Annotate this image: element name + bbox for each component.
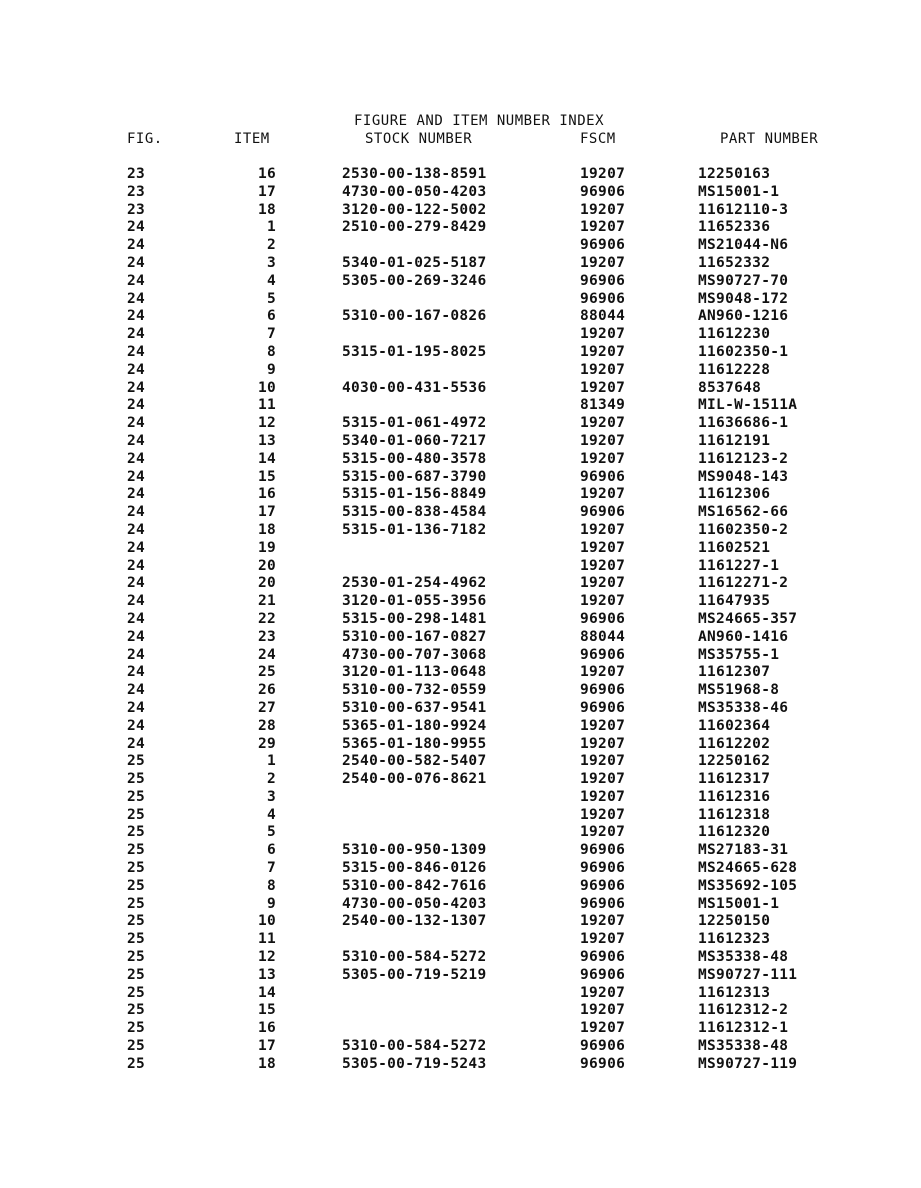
stock-number-cell: 4730-00-050-4203: [342, 183, 487, 200]
table-row: [0, 451, 921, 469]
part-number-cell: 11612317: [698, 771, 771, 788]
fig-cell: 24: [127, 628, 146, 645]
part-number-cell: 11612318: [698, 806, 771, 823]
fig-cell: 25: [127, 913, 146, 930]
table-row: [0, 789, 921, 807]
fscm-cell: 19207: [580, 931, 626, 948]
part-number-cell: 11602350-2: [698, 521, 789, 538]
table-row: [0, 593, 921, 611]
stock-number-cell: 4730-00-707-3068: [342, 646, 487, 663]
table-row: [0, 166, 921, 184]
table-row: [0, 575, 921, 593]
fscm-cell: 19207: [580, 753, 626, 770]
table-row: [0, 1020, 921, 1038]
item-cell: 23: [257, 628, 276, 645]
fig-cell: 25: [127, 806, 146, 823]
item-cell: 16: [257, 486, 276, 503]
table-row: [0, 1056, 921, 1074]
fscm-cell: 96906: [580, 895, 626, 912]
part-number-cell: 11612110-3: [698, 201, 789, 218]
fscm-cell: 19207: [580, 984, 626, 1001]
item-cell: 2: [266, 237, 276, 254]
table-row: [0, 824, 921, 842]
fscm-cell: 19207: [580, 432, 626, 449]
part-number-cell: 11612307: [698, 664, 771, 681]
stock-number-cell: 5315-01-156-8849: [342, 486, 487, 503]
fig-cell: 24: [127, 610, 146, 627]
fig-cell: 23: [127, 201, 146, 218]
part-number-cell: MS90727-119: [698, 1055, 798, 1072]
fscm-cell: 19207: [580, 575, 626, 592]
part-number-cell: 11612313: [698, 984, 771, 1001]
fscm-cell: 96906: [580, 699, 626, 716]
fscm-cell: 96906: [580, 610, 626, 627]
part-number-cell: 1161227-1: [698, 557, 780, 574]
stock-number-cell: 5315-00-838-4584: [342, 504, 487, 521]
fig-cell: 24: [127, 326, 146, 343]
stock-number-cell: 4030-00-431-5536: [342, 379, 487, 396]
stock-number-cell: 5305-00-269-3246: [342, 272, 487, 289]
fscm-cell: 96906: [580, 237, 626, 254]
table-row: [0, 184, 921, 202]
fscm-cell: 19207: [580, 1020, 626, 1037]
stock-number-cell: 5315-00-687-3790: [342, 468, 487, 485]
fig-cell: 24: [127, 557, 146, 574]
fig-cell: 24: [127, 361, 146, 378]
fig-cell: 24: [127, 415, 146, 432]
fscm-cell: 19207: [580, 717, 626, 734]
fig-cell: 24: [127, 379, 146, 396]
stock-number-cell: 2540-00-076-8621: [342, 771, 487, 788]
table-row: [0, 326, 921, 344]
item-cell: 16: [257, 1020, 276, 1037]
stock-number-cell: 5315-01-136-7182: [342, 521, 487, 538]
table-row: [0, 504, 921, 522]
part-number-cell: 11612323: [698, 931, 771, 948]
table-row: [0, 344, 921, 362]
fscm-cell: 19207: [580, 539, 626, 556]
table-row: [0, 273, 921, 291]
table-row: [0, 842, 921, 860]
fig-cell: 24: [127, 468, 146, 485]
part-number-cell: 11652332: [698, 254, 771, 271]
table-row: [0, 753, 921, 771]
fscm-cell: 96906: [580, 1055, 626, 1072]
part-number-cell: MS27183-31: [698, 842, 789, 859]
part-number-cell: 11612123-2: [698, 450, 789, 467]
fig-cell: 24: [127, 219, 146, 236]
fig-cell: 24: [127, 664, 146, 681]
part-number-cell: MS90727-111: [698, 966, 798, 983]
table-row: [0, 611, 921, 629]
item-cell: 7: [266, 326, 276, 343]
item-cell: 9: [266, 361, 276, 378]
table-row: [0, 860, 921, 878]
fig-cell: 25: [127, 860, 146, 877]
table-row: [0, 896, 921, 914]
table-row: [0, 629, 921, 647]
table-row: [0, 700, 921, 718]
item-cell: 4: [266, 806, 276, 823]
fig-cell: 25: [127, 1002, 146, 1019]
fscm-cell: 19207: [580, 664, 626, 681]
column-header-part-number: PART NUMBER: [720, 131, 819, 147]
fig-cell: 24: [127, 646, 146, 663]
fscm-cell: 96906: [580, 949, 626, 966]
item-cell: 6: [266, 842, 276, 859]
part-number-cell: 11612312-2: [698, 1002, 789, 1019]
item-cell: 10: [257, 379, 276, 396]
fig-cell: 24: [127, 343, 146, 360]
fig-cell: 24: [127, 272, 146, 289]
fig-cell: 25: [127, 753, 146, 770]
fig-cell: 24: [127, 308, 146, 325]
fig-cell: 24: [127, 450, 146, 467]
part-number-cell: 11612312-1: [698, 1020, 789, 1037]
item-cell: 3: [266, 788, 276, 805]
part-number-cell: 11612271-2: [698, 575, 789, 592]
stock-number-cell: 5315-01-195-8025: [342, 343, 487, 360]
fscm-cell: 19207: [580, 166, 626, 182]
table-row: [0, 878, 921, 896]
item-cell: 4: [266, 272, 276, 289]
item-cell: 14: [257, 450, 276, 467]
table-row: [0, 219, 921, 237]
index-table-body: [0, 166, 921, 1074]
stock-number-cell: 2530-01-254-4962: [342, 575, 487, 592]
fig-cell: 24: [127, 397, 146, 414]
item-cell: 12: [257, 949, 276, 966]
fscm-cell: 19207: [580, 201, 626, 218]
table-row: [0, 522, 921, 540]
fig-cell: 25: [127, 1020, 146, 1037]
table-row: [0, 380, 921, 398]
table-row: [0, 931, 921, 949]
stock-number-cell: 2540-00-132-1307: [342, 913, 487, 930]
table-row: [0, 967, 921, 985]
table-row: [0, 540, 921, 558]
fig-cell: 24: [127, 593, 146, 610]
part-number-cell: MS21044-N6: [698, 237, 789, 254]
item-cell: 17: [257, 183, 276, 200]
table-row: [0, 1038, 921, 1056]
fscm-cell: 88044: [580, 308, 626, 325]
table-row: [0, 362, 921, 380]
stock-number-cell: 5315-00-480-3578: [342, 450, 487, 467]
stock-number-cell: 2540-00-582-5407: [342, 753, 487, 770]
stock-number-cell: 5310-00-842-7616: [342, 877, 487, 894]
item-cell: 1: [266, 753, 276, 770]
fscm-cell: 96906: [580, 966, 626, 983]
part-number-cell: MS15001-1: [698, 183, 780, 200]
fig-cell: 25: [127, 788, 146, 805]
stock-number-cell: 5310-00-167-0826: [342, 308, 487, 325]
table-row: [0, 771, 921, 789]
part-number-cell: MS35692-105: [698, 877, 798, 894]
table-row: [0, 949, 921, 967]
fscm-cell: 19207: [580, 450, 626, 467]
table-row: [0, 558, 921, 576]
part-number-cell: 11602364: [698, 717, 771, 734]
fscm-cell: 19207: [580, 219, 626, 236]
part-number-cell: MS9048-143: [698, 468, 789, 485]
table-row: [0, 736, 921, 754]
fscm-cell: 19207: [580, 379, 626, 396]
part-number-cell: 11612202: [698, 735, 771, 752]
table-row: [0, 397, 921, 415]
stock-number-cell: 2510-00-279-8429: [342, 219, 487, 236]
item-cell: 20: [257, 557, 276, 574]
table-row: [0, 415, 921, 433]
item-cell: 2: [266, 771, 276, 788]
part-number-cell: MS15001-1: [698, 895, 780, 912]
item-cell: 13: [257, 966, 276, 983]
part-number-cell: 11602350-1: [698, 343, 789, 360]
item-cell: 11: [257, 397, 276, 414]
item-cell: 24: [257, 646, 276, 663]
part-number-cell: 11612320: [698, 824, 771, 841]
fscm-cell: 96906: [580, 682, 626, 699]
fscm-cell: 81349: [580, 397, 626, 414]
item-cell: 6: [266, 308, 276, 325]
part-number-cell: 11612228: [698, 361, 771, 378]
stock-number-cell: 5340-01-025-5187: [342, 254, 487, 271]
fig-cell: 25: [127, 931, 146, 948]
item-cell: 10: [257, 913, 276, 930]
table-row: [0, 664, 921, 682]
fig-cell: 25: [127, 877, 146, 894]
item-cell: 18: [257, 521, 276, 538]
fig-cell: 24: [127, 539, 146, 556]
fig-cell: 24: [127, 254, 146, 271]
fig-cell: 23: [127, 183, 146, 200]
fig-cell: 24: [127, 486, 146, 503]
fig-cell: 25: [127, 842, 146, 859]
fscm-cell: 96906: [580, 290, 626, 307]
item-cell: 20: [257, 575, 276, 592]
part-number-cell: MS35338-48: [698, 1038, 789, 1055]
item-cell: 7: [266, 860, 276, 877]
part-number-cell: 12250150: [698, 913, 771, 930]
part-number-cell: MS24665-357: [698, 610, 798, 627]
fscm-cell: 96906: [580, 272, 626, 289]
fscm-cell: 88044: [580, 628, 626, 645]
item-cell: 16: [257, 166, 276, 182]
item-cell: 12: [257, 415, 276, 432]
stock-number-cell: 5365-01-180-9955: [342, 735, 487, 752]
part-number-cell: 11652336: [698, 219, 771, 236]
item-cell: 26: [257, 682, 276, 699]
stock-number-cell: 3120-00-122-5002: [342, 201, 487, 218]
fscm-cell: 96906: [580, 877, 626, 894]
table-row: [0, 433, 921, 451]
part-number-cell: AN960-1416: [698, 628, 789, 645]
fig-cell: 25: [127, 771, 146, 788]
fig-cell: 24: [127, 735, 146, 752]
part-number-cell: MS35338-48: [698, 949, 789, 966]
item-cell: 22: [257, 610, 276, 627]
stock-number-cell: 5315-01-061-4972: [342, 415, 487, 432]
stock-number-cell: 3120-01-055-3956: [342, 593, 487, 610]
part-number-cell: 12250162: [698, 753, 771, 770]
item-cell: 21: [257, 593, 276, 610]
part-number-cell: 11602521: [698, 539, 771, 556]
stock-number-cell: 5310-00-950-1309: [342, 842, 487, 859]
part-number-cell: 12250163: [698, 166, 771, 182]
item-cell: 11: [257, 931, 276, 948]
fscm-cell: 19207: [580, 771, 626, 788]
stock-number-cell: 2530-00-138-8591: [342, 166, 487, 182]
part-number-cell: MS51968-8: [698, 682, 780, 699]
item-cell: 17: [257, 504, 276, 521]
table-row: [0, 255, 921, 273]
fig-cell: 25: [127, 966, 146, 983]
fscm-cell: 19207: [580, 913, 626, 930]
part-number-cell: MIL-W-1511A: [698, 397, 798, 414]
stock-number-cell: 5305-00-719-5243: [342, 1055, 487, 1072]
stock-number-cell: 5310-00-584-5272: [342, 1038, 487, 1055]
item-cell: 8: [266, 877, 276, 894]
fscm-cell: 19207: [580, 486, 626, 503]
item-cell: 25: [257, 664, 276, 681]
fscm-cell: 96906: [580, 1038, 626, 1055]
item-cell: 17: [257, 1038, 276, 1055]
table-row: [0, 237, 921, 255]
stock-number-cell: 5305-00-719-5219: [342, 966, 487, 983]
part-number-cell: 11647935: [698, 593, 771, 610]
fscm-cell: 19207: [580, 415, 626, 432]
table-row: [0, 985, 921, 1003]
item-cell: 15: [257, 468, 276, 485]
part-number-cell: 11612191: [698, 432, 771, 449]
part-number-cell: 8537648: [698, 379, 762, 396]
fig-cell: 24: [127, 432, 146, 449]
table-row: [0, 682, 921, 700]
item-cell: 15: [257, 1002, 276, 1019]
item-cell: 14: [257, 984, 276, 1001]
stock-number-cell: 5365-01-180-9924: [342, 717, 487, 734]
item-cell: 13: [257, 432, 276, 449]
part-number-cell: MS35338-46: [698, 699, 789, 716]
item-cell: 5: [266, 824, 276, 841]
table-row: [0, 486, 921, 504]
stock-number-cell: 5315-00-846-0126: [342, 860, 487, 877]
fscm-cell: 19207: [580, 824, 626, 841]
fig-cell: 25: [127, 1038, 146, 1055]
part-number-cell: 11612316: [698, 788, 771, 805]
stock-number-cell: 5340-01-060-7217: [342, 432, 487, 449]
stock-number-cell: 5315-00-298-1481: [342, 610, 487, 627]
fscm-cell: 96906: [580, 183, 626, 200]
item-cell: 1: [266, 219, 276, 236]
item-cell: 3: [266, 254, 276, 271]
fig-cell: 24: [127, 699, 146, 716]
column-header-item: ITEM: [234, 131, 270, 147]
fscm-cell: 96906: [580, 646, 626, 663]
table-row: [0, 913, 921, 931]
fscm-cell: 96906: [580, 468, 626, 485]
fscm-cell: 19207: [580, 1002, 626, 1019]
table-row: [0, 469, 921, 487]
column-header-fig: FIG.: [127, 131, 163, 147]
stock-number-cell: 5310-00-167-0827: [342, 628, 487, 645]
fscm-cell: 19207: [580, 361, 626, 378]
fscm-cell: 19207: [580, 593, 626, 610]
item-cell: 19: [257, 539, 276, 556]
stock-number-cell: 3120-01-113-0648: [342, 664, 487, 681]
item-cell: 8: [266, 343, 276, 360]
table-row: [0, 308, 921, 326]
fscm-cell: 19207: [580, 735, 626, 752]
part-number-cell: MS90727-70: [698, 272, 789, 289]
part-number-cell: MS35755-1: [698, 646, 780, 663]
stock-number-cell: 5310-00-637-9541: [342, 699, 487, 716]
fscm-cell: 19207: [580, 343, 626, 360]
part-number-cell: AN960-1216: [698, 308, 789, 325]
fig-cell: 24: [127, 717, 146, 734]
fscm-cell: 19207: [580, 557, 626, 574]
fscm-cell: 19207: [580, 254, 626, 271]
item-cell: 28: [257, 717, 276, 734]
fig-cell: 23: [127, 166, 146, 182]
fig-cell: 25: [127, 895, 146, 912]
table-row: [0, 647, 921, 665]
table-row: [0, 807, 921, 825]
column-header-stock-number: STOCK NUMBER: [365, 131, 473, 147]
fig-cell: 25: [127, 984, 146, 1001]
fig-cell: 25: [127, 824, 146, 841]
fscm-cell: 19207: [580, 788, 626, 805]
item-cell: 18: [257, 201, 276, 218]
fig-cell: 24: [127, 575, 146, 592]
part-number-cell: MS16562-66: [698, 504, 789, 521]
fscm-cell: 19207: [580, 521, 626, 538]
fig-cell: 24: [127, 682, 146, 699]
part-number-cell: 11612306: [698, 486, 771, 503]
fig-cell: 24: [127, 504, 146, 521]
fscm-cell: 96906: [580, 842, 626, 859]
item-cell: 9: [266, 895, 276, 912]
fig-cell: 24: [127, 521, 146, 538]
part-number-cell: MS24665-628: [698, 860, 798, 877]
fig-cell: 25: [127, 1055, 146, 1072]
fscm-cell: 96906: [580, 860, 626, 877]
part-number-cell: MS9048-172: [698, 290, 789, 307]
stock-number-cell: 4730-00-050-4203: [342, 895, 487, 912]
stock-number-cell: 5310-00-584-5272: [342, 949, 487, 966]
fscm-cell: 19207: [580, 326, 626, 343]
column-header-fscm: FSCM: [580, 131, 616, 147]
fscm-cell: 96906: [580, 504, 626, 521]
item-cell: 29: [257, 735, 276, 752]
table-row: [0, 291, 921, 309]
fig-cell: 25: [127, 949, 146, 966]
part-number-cell: 11612230: [698, 326, 771, 343]
fig-cell: 24: [127, 237, 146, 254]
item-cell: 18: [257, 1055, 276, 1072]
table-row: [0, 1002, 921, 1020]
table-row: [0, 202, 921, 220]
table-row: [0, 718, 921, 736]
item-cell: 5: [266, 290, 276, 307]
stock-number-cell: 5310-00-732-0559: [342, 682, 487, 699]
fig-cell: 24: [127, 290, 146, 307]
part-number-cell: 11636686-1: [698, 415, 789, 432]
item-cell: 27: [257, 699, 276, 716]
page-title: FIGURE AND ITEM NUMBER INDEX: [354, 113, 605, 129]
fscm-cell: 19207: [580, 806, 626, 823]
